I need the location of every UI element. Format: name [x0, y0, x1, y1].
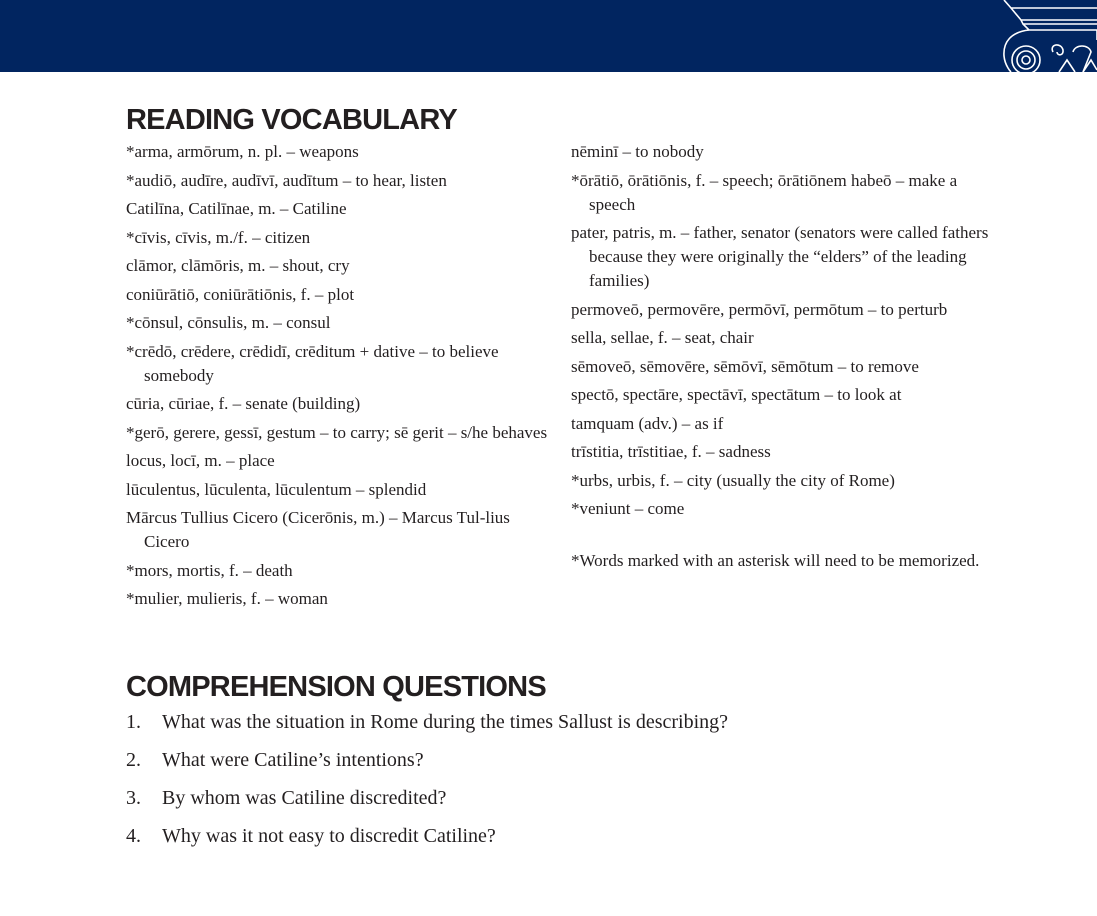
vocab-entry: Mārcus Tullius Cicero (Cicerōnis, m.) – Marcus Tul-lius Cicero [126, 508, 510, 551]
vocab-entry: permoveō, permovēre, permōvī, permōtum – to perturb [571, 299, 948, 319]
vocab-entry: pater, patris, m. – father, senator (senators were called fathers because they were originally the “elders” of the leading families) [571, 223, 989, 290]
footnote: *Words marked with an asterisk will need to be memorized. [571, 551, 980, 570]
vocab-entry: *veniunt – come [571, 499, 685, 518]
vocab-entry: sēmoveō, sēmovēre, sēmōvī, sēmōtum – to remove [571, 356, 919, 376]
vocab-entry: tamquam (adv.) – as if [571, 413, 724, 433]
vocab-entry: *ōrātiō, ōrātiōnis, f. – speech; ōrātiōnem habeō – make a speech [571, 170, 958, 214]
vocab-entry: spectō, spectāre, spectāvī, spectātum – to look at [571, 385, 902, 404]
question-text: Why was it not easy to discredit Catiline? [162, 825, 496, 847]
vocab-entry: *audiō, audīre, audīvī, audītum – to hear, listen [126, 170, 447, 190]
vocab-entry: *crēdō, crēdere, crēdidī, crēditum + dative – to believe somebody [126, 341, 499, 385]
vocab-entry: locus, locī, m. – place [126, 451, 275, 470]
vocab-entry: *urbs, urbis, f. – city (usually the city of Rome) [571, 470, 895, 490]
questions-list [126, 706, 728, 858]
comprehension-questions-heading: COMPREHENSION QUESTIONS [126, 671, 546, 703]
question-item [126, 706, 728, 744]
vocab-entry: *cōnsul, cōnsulis, m. – consul [126, 313, 331, 332]
vocab-entry: coniūrātiō, coniūrātiōnis, f. – plot [126, 284, 355, 304]
question-number: 3. [126, 787, 141, 809]
vocab-column-right [571, 140, 1001, 578]
question-number: 1. [126, 711, 141, 733]
vocab-column-left [126, 140, 556, 616]
vocab-entry: cūria, cūriae, f. – senate (building) [126, 394, 361, 413]
vocab-entry: sella, sellae, f. – seat, chair [571, 328, 754, 347]
ionic-capital-icon [971, 0, 1097, 72]
vocab-entry: clāmor, clāmōris, m. – shout, cry [126, 256, 350, 275]
vocab-entry: trīstitia, trīstitiae, f. – sadness [571, 442, 771, 461]
reading-vocabulary-heading: READING VOCABULARY [126, 104, 457, 136]
vocab-entry: *cīvis, cīvis, m./f. – citizen [126, 227, 311, 247]
vocab-entry: *mulier, mulieris, f. – woman [126, 589, 328, 608]
vocab-entry: lūculentus, lūculenta, lūculentum – splendid [126, 479, 427, 499]
question-item [126, 820, 728, 858]
vocab-entry: Catilīna, Catilīnae, m. – Catiline [126, 199, 347, 218]
question-text: What were Catiline’s intentions? [162, 749, 424, 771]
question-number: 2. [126, 749, 141, 771]
question-text: What was the situation in Rome during the times Sallust is describing? [162, 711, 729, 733]
vocab-entry: nēminī – to nobody [571, 142, 704, 161]
vocab-entry: *arma, armōrum, n. pl. – weapons [126, 142, 359, 161]
vocab-entry: *mors, mortis, f. – death [126, 560, 293, 580]
question-text: By whom was Catiline discredited? [162, 787, 447, 809]
vocab-entry: *gerō, gerere, gessī, gestum – to carry; sē gerit – s/he behaves [126, 422, 548, 442]
question-item [126, 744, 728, 782]
question-item [126, 782, 728, 820]
header-banner [0, 0, 1097, 72]
question-number: 4. [126, 825, 141, 847]
